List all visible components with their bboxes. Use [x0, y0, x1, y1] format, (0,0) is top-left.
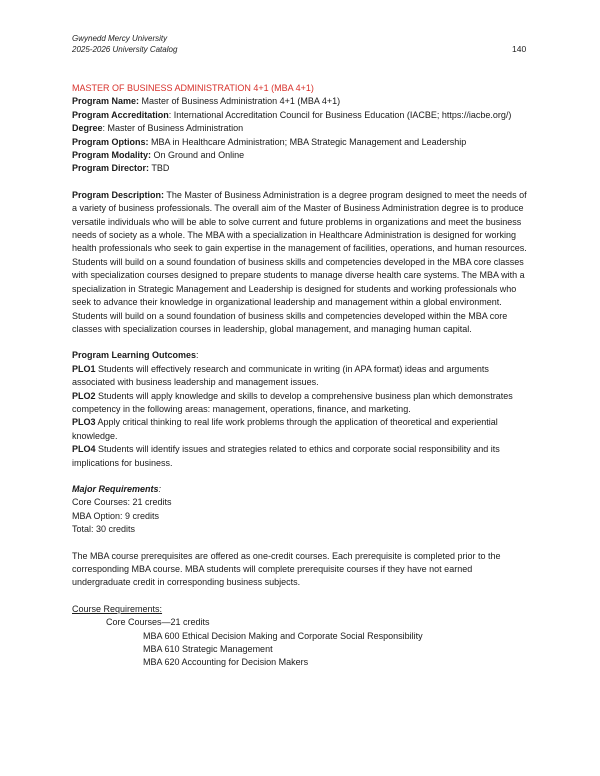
program-options-line	[72, 136, 532, 149]
program-accreditation-line	[72, 109, 532, 122]
header-institution: Gwynedd Mercy University	[72, 34, 168, 43]
program-modality-label: Program Modality:	[72, 150, 152, 161]
outcome-code: PLO2	[72, 390, 96, 401]
program-accreditation-value: : International Accreditation Council for Business Education (IACBE; https://iacbe.org/)	[168, 109, 512, 120]
major-requirements-heading: Major Requirements:	[72, 483, 162, 494]
outcome-text: Students will effectively research and communicate in writing (in APA format) ideas and arguments associated with business leadership and management issues.	[72, 363, 489, 388]
program-director-line	[72, 162, 532, 175]
program-accreditation-label: Program Accreditation	[72, 109, 169, 120]
program-options-value: MBA in Healthcare Administration; MBA Strategic Management and Leadership	[151, 136, 467, 147]
description-text: The Master of Business Administration is a degree program designed to meet the needs of a variety of business professionals. The overall aim of the Master of Business Administration degree is to produce versatile individuals who will be able to solve current and future problems in organizations and meet the business needs of society as a whole. The MBA with a specialization in Healthcare Administration is designed for working health professionals who seek to gain expertise in the management of facilities, operations, and human resources. Students will build on a sound foundation of business skills and competencies developed in the MBA core classes with specialization courses designed to prepare students to manage diverse health care systems. The MBA with a specialization in Strategic Management and Leadership is designed for students and working professionals who seek to advance their knowledge in organizational leadership and management within a global environment. Students will build on a sound foundation of business skills and competencies developed within the MBA core classes with specialization courses in leadership, global management, and managing human capital.	[72, 189, 527, 334]
program-description	[72, 189, 532, 336]
page-header	[72, 34, 177, 55]
outcome-text: Students will identify issues and strategies related to ethics and corporate social responsibility and its implications for business.	[72, 444, 500, 468]
outcome-text: Students will apply knowledge and skills to develop a comprehensive business plan which demonstrates competency in the following areas: management, operations, finance, and marketing.	[72, 390, 513, 414]
program-director-label: Program Director:	[72, 163, 150, 174]
page-body	[72, 82, 532, 670]
course-requirements-heading: Course Requirements:	[72, 603, 163, 614]
page-number: 140	[512, 44, 527, 54]
outcome-code: PLO1	[72, 363, 96, 374]
total-credits: Total: 30 credits	[72, 524, 136, 535]
program-title: MASTER OF BUSINESS ADMINISTRATION 4+1 (MBA 4+1)	[72, 83, 314, 93]
outcomes-heading: Program Learning Outcomes:	[72, 350, 199, 361]
core-courses-label: Core Courses—21 credits	[106, 617, 210, 628]
option-credits: MBA Option: 9 credits	[72, 510, 160, 521]
outcome-item	[72, 443, 532, 470]
description-label: Program Description:	[72, 189, 165, 200]
program-name-label: Program Name:	[72, 96, 140, 107]
course-item: MBA 610 Strategic Management	[143, 644, 273, 655]
outcome-item	[72, 390, 532, 417]
prerequisite-note: The MBA course prerequisites are offered as one-credit courses. Each prerequisite is completed prior to the corresponding MBA course. MBA students will complete prerequisite courses if they have not earned undergraduate credit in corresponding business subjects.	[72, 550, 501, 588]
outcome-item	[72, 363, 532, 390]
program-modality-value: On Ground and Online	[153, 150, 245, 161]
course-item: MBA 620 Accounting for Decision Makers	[143, 657, 309, 668]
program-name-line	[72, 95, 532, 108]
outcome-item	[72, 416, 532, 443]
core-credits: Core Courses: 21 credits	[72, 497, 172, 508]
outcome-code: PLO3	[72, 417, 96, 428]
degree-value: : Master of Business Administration	[102, 123, 244, 134]
program-modality-line	[72, 149, 532, 162]
degree-label: Degree	[72, 123, 103, 134]
outcome-code: PLO4	[72, 444, 96, 455]
program-name-value: Master of Business Administration 4+1 (MBA 4+1)	[141, 96, 341, 107]
program-director-value: TBD	[151, 163, 170, 174]
degree-line	[72, 122, 532, 135]
outcome-text: Apply critical thinking to real life work problems through the application of theoretical and experiential knowledge.	[72, 417, 498, 441]
course-item: MBA 600 Ethical Decision Making and Corporate Social Responsibility	[143, 630, 423, 641]
program-options-label: Program Options:	[72, 136, 149, 147]
header-catalog: 2025-2026 University Catalog	[72, 44, 178, 54]
